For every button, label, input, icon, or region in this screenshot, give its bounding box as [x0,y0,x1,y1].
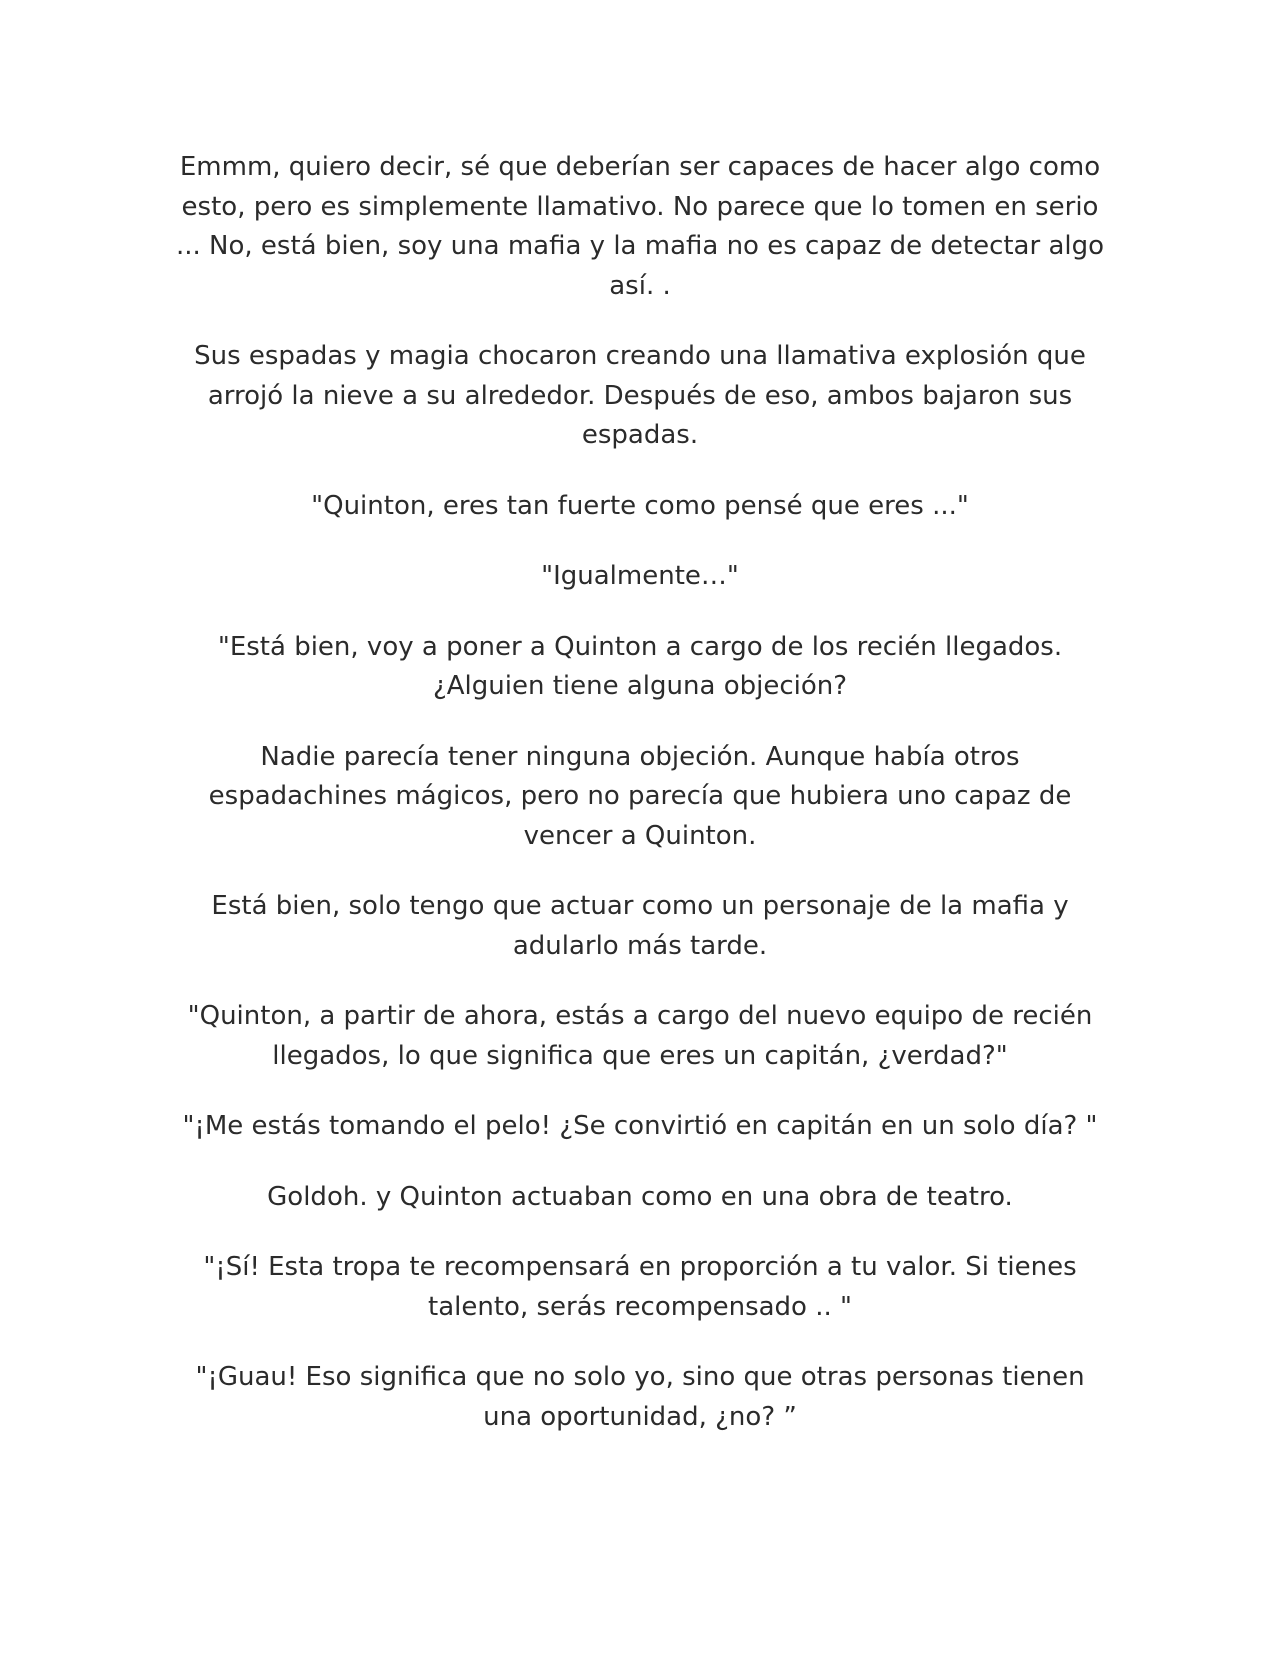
paragraph: Sus espadas y magia chocaron creando una llamativa explosión que arrojó la nieve a su alrededor. Después de eso, ambos bajaron sus espadas. [194,341,1086,450]
paragraph: Goldoh. y Quinton actuaban como en una obra de teatro. [267,1181,1013,1212]
paragraph: "¡Me estás tomando el pelo! ¿Se convirtió en capitán en un solo día? " [182,1111,1098,1141]
paragraph: "¡Guau! Eso significa que no solo yo, sino que otras personas tienen una oportunidad, ¿no? ” [195,1362,1085,1432]
paragraph: "Está bien, voy a poner a Quinton a cargo de los recién llegados. ¿Alguien tiene alguna objeción? [217,631,1063,701]
paragraph: Emmm, quiero decir, sé que deberían ser capaces de hacer algo como esto, pero es simplemente llamativo. No parece que lo tomen en serio ... No, está bien, soy una mafia y la mafia no es capaz de detectar algo así. . [175,152,1105,301]
paragraph: "Quinton, eres tan fuerte como pensé que eres ..." [311,490,969,521]
paragraph: Nadie parecía tener ninguna objeción. Aunque había otros espadachines mágicos, pero no parecía que hubiera uno capaz de vencer a Quinton. [208,741,1072,851]
paragraph: "Quinton, a partir de ahora, estás a cargo del nuevo equipo de recién llegados, lo que significa que eres un capitán, ¿verdad?" [187,1001,1093,1071]
document-body [175,148,1105,1468]
paragraph: "Igualmente…" [541,561,739,591]
paragraph: Está bien, solo tengo que actuar como un personaje de la mafia y adularlo más tarde. [211,891,1069,961]
paragraph: "¡Sí! Esta tropa te recompensará en proporción a tu valor. Si tienes talento, serás recompensado .. " [203,1252,1077,1322]
